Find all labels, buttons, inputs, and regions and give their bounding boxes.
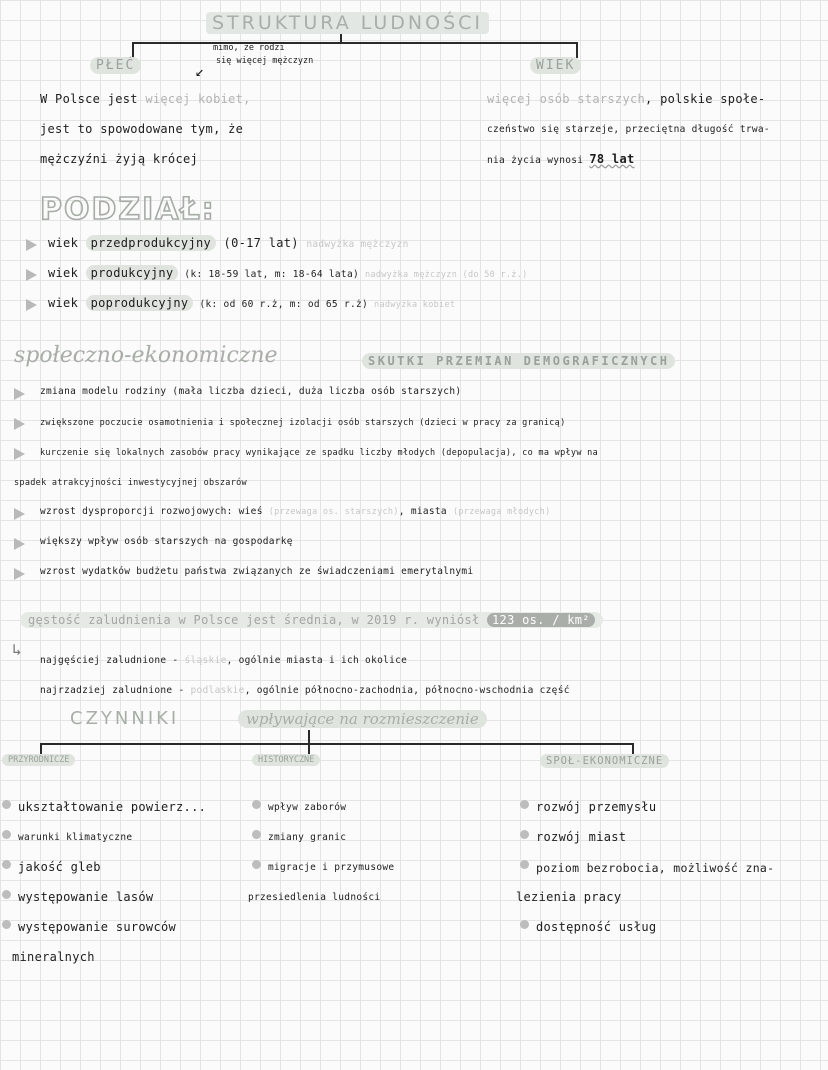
bullet-arrow-icon bbox=[14, 568, 25, 580]
przyrodnicze-label: PRZYRODNICZE bbox=[2, 754, 75, 766]
skutki-item-2: zwiększone poczucie osamotnienia i społecznej izolacji osób starszych (dzieci w pracy za granicą) bbox=[40, 418, 566, 428]
spol-item-2: rozwój miast bbox=[536, 830, 627, 844]
bullet-dot-icon bbox=[520, 860, 529, 869]
bullet-arrow-icon bbox=[26, 239, 37, 251]
bullet-dot-icon bbox=[252, 830, 261, 839]
plec-line-2: jest to spowodowane tym, że bbox=[40, 122, 244, 136]
przyrodnicze-item-1: ukształtowanie powierz... bbox=[18, 800, 207, 814]
bullet-dot-icon bbox=[520, 800, 529, 809]
bullet-arrow-icon bbox=[14, 508, 25, 520]
plec-annotation-1: mimo, że rodzi bbox=[213, 43, 285, 53]
skutki-item-4: wzrost dysproporcji rozwojowych: wieś (przewaga os. starszych), miasta (przewaga młodych) bbox=[40, 506, 551, 517]
bullet-arrow-icon bbox=[26, 299, 37, 311]
podzial-heading: PODZIAŁ: bbox=[40, 192, 216, 227]
czynniki-heading: CZYNNIKI bbox=[70, 708, 180, 729]
bullet-dot-icon bbox=[2, 860, 11, 869]
historyczne-item-3: migracje i przymusowe bbox=[268, 862, 395, 873]
bullet-dot-icon bbox=[252, 800, 261, 809]
bullet-dot-icon bbox=[2, 830, 11, 839]
title-branch-line bbox=[132, 42, 578, 44]
bullet-dot-icon bbox=[252, 860, 261, 869]
bullet-dot-icon bbox=[2, 920, 11, 929]
bullet-dot-icon bbox=[520, 920, 529, 929]
wiek-line-1: więcej osób starszych, polskie społe- bbox=[487, 92, 766, 106]
bullet-arrow-icon bbox=[14, 448, 25, 460]
bullet-arrow-icon bbox=[14, 538, 25, 550]
plec-label: PŁEĆ bbox=[90, 57, 141, 74]
historyczne-item-1: wpływ zaborów bbox=[268, 802, 347, 813]
bullet-dot-icon bbox=[520, 830, 529, 839]
przyrodnicze-item-3: jakość gleb bbox=[18, 860, 101, 874]
skutki-item-3: kurczenie się lokalnych zasobów pracy wynikające ze spadku liczby młodych (depopulacja), co ma wpływ na bbox=[40, 448, 598, 458]
spol-item-3-cont: lezienia pracy bbox=[516, 890, 622, 904]
branch-right-drop bbox=[576, 42, 578, 58]
podzial-item-1: wiek przedprodukcyjny (0-17 lat) nadwyżka mężczyzn bbox=[48, 236, 409, 250]
podzial-item-3: wiek poprodukcyjny (k: od 60 r.ż, m: od 65 r.ż) nadwyżka kobiet bbox=[48, 296, 456, 310]
skutki-item-5: większy wpływ osób starszych na gospodarkę bbox=[40, 536, 293, 547]
branch-left-drop bbox=[132, 42, 134, 58]
bullet-dot-icon bbox=[2, 890, 11, 899]
spol-item-4: dostępność usług bbox=[536, 920, 657, 934]
plec-line-1: W Polsce jest więcej kobiet, bbox=[40, 92, 251, 106]
historyczne-item-2: zmiany granic bbox=[268, 832, 347, 843]
wiek-line-2: czeństwo się starzeje, przeciętna długość trwa- bbox=[487, 124, 770, 135]
spol-label: SPOŁ-EKONOMICZNE bbox=[540, 754, 669, 768]
wiek-line-3: nia życia wynosi 78 lat bbox=[487, 152, 635, 166]
czynniki-script: wpływające na rozmieszczenie bbox=[238, 710, 487, 728]
przyrodnicze-item-2: warunki klimatyczne bbox=[18, 832, 133, 843]
czynniki-branch-line bbox=[40, 743, 634, 745]
curved-arrow-icon: ↳ bbox=[12, 640, 22, 659]
przyrodnicze-item-4: występowanie lasów bbox=[18, 890, 154, 904]
historyczne-label: HISTORYCZNE bbox=[252, 754, 320, 766]
bullet-arrow-icon bbox=[26, 269, 37, 281]
skutki-item-3-cont: spadek atrakcyjności inwestycyjnej obszarów bbox=[14, 478, 247, 488]
skutki-script-heading: społeczno-ekonomiczne bbox=[14, 343, 278, 368]
wiek-label: WIEK bbox=[530, 57, 581, 74]
gestosc-least: najrzadziej zaludnione - podlaskie, ogólnie północno-zachodnia, północno-wschodnia część bbox=[40, 685, 570, 696]
spol-item-3: poziom bezrobocia, możliwość zna- bbox=[536, 861, 775, 875]
spol-item-1: rozwój przemysłu bbox=[536, 800, 657, 814]
bullet-arrow-icon bbox=[14, 418, 25, 430]
title-stem bbox=[340, 34, 342, 44]
bullet-dot-icon bbox=[2, 800, 11, 809]
przyrodnicze-item-5-cont: mineralnych bbox=[12, 950, 95, 964]
historyczne-item-3-cont: przesiedlenia ludności bbox=[248, 892, 381, 903]
przyrodnicze-item-5: występowanie surowców bbox=[18, 920, 177, 934]
czynniki-stem bbox=[308, 730, 310, 744]
skutki-heading: SKUTKI PRZEMIAN DEMOGRAFICZNYCH bbox=[362, 353, 675, 369]
arrow-icon: ↙ bbox=[195, 62, 205, 80]
gestosc-line: gęstość zaludnienia w Polsce jest średnia, w 2019 r. wyniósł 123 os. / km² bbox=[20, 612, 603, 628]
plec-line-3: mężczyźni żyją krócej bbox=[40, 152, 199, 166]
bullet-arrow-icon bbox=[14, 388, 25, 400]
page-title: STRUKTURA LUDNOŚCI bbox=[206, 12, 489, 34]
gestosc-most: najgęściej zaludnione - śląskie, ogólnie miasta i ich okolice bbox=[40, 655, 408, 666]
skutki-item-6: wzrost wydatków budżetu państwa związanych ze świadczeniami emerytalnymi bbox=[40, 566, 474, 577]
skutki-item-1: zmiana modelu rodziny (mała liczba dzieci, duża liczba osób starszych) bbox=[40, 386, 462, 397]
podzial-item-2: wiek produkcyjny (k: 18-59 lat, m: 18-64 lata) nadwyżka mężczyzn (do 50 r.ż.) bbox=[48, 266, 528, 280]
plec-annotation-2: się więcej mężczyzn bbox=[216, 56, 314, 66]
